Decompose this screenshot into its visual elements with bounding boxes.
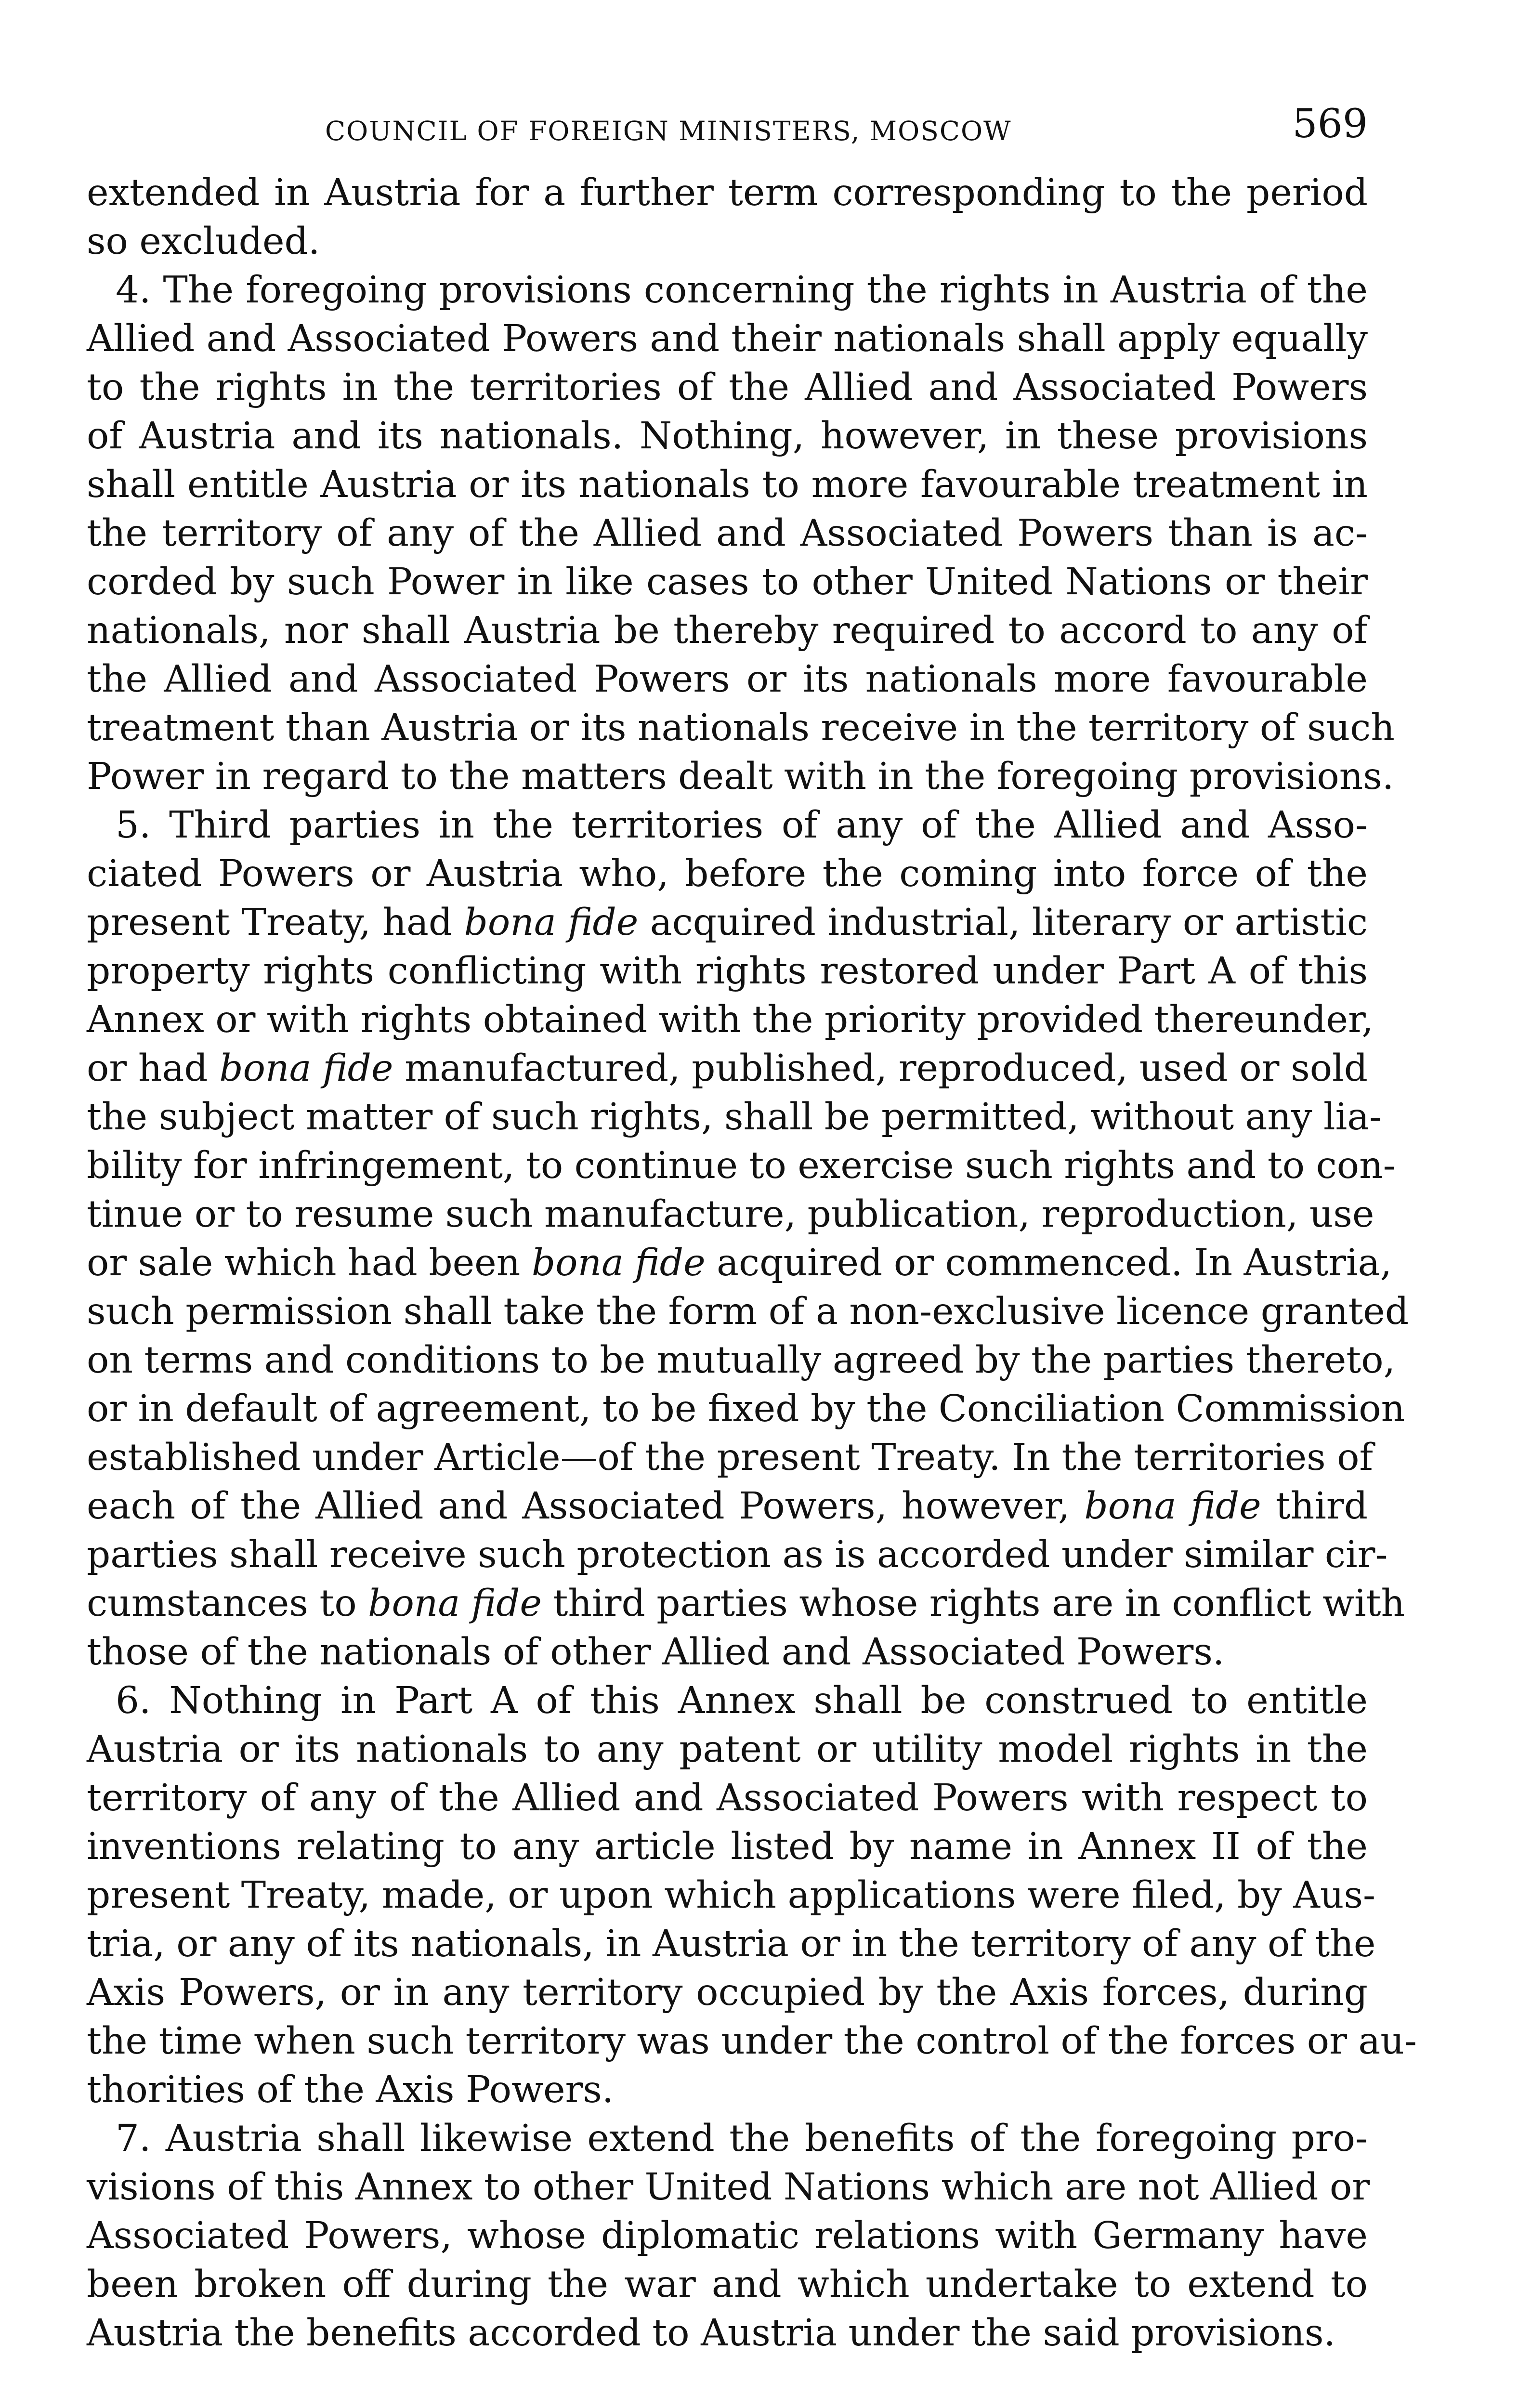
text-line: bility for infringement, to continue to exercise such rights and to con-	[87, 1144, 1396, 1187]
text-line: parties shall receive such protection as is accorded under similar cir-	[87, 1533, 1388, 1576]
text-line: territory of any of the Allied and Associated Powers with respect to	[87, 1777, 1368, 1819]
body-text	[87, 169, 1417, 2357]
text-line: property rights conflicting with rights restored under Part A of this	[87, 950, 1368, 993]
text-line: or had bona fide manufactured, published, reproduced, used or sold	[87, 1047, 1368, 1090]
text-line: of Austria and its nationals. Nothing, however, in these provisions	[87, 415, 1368, 458]
text-line: thorities of the Axis Powers.	[87, 2068, 614, 2111]
text-line: the time when such territory was under the control of the forces or au-	[87, 2020, 1417, 2063]
text-line: tria, or any of its nationals, in Austria or in the territory of any of the	[87, 1923, 1376, 1965]
text-line: shall entitle Austria or its nationals to more favourable treatment in	[87, 463, 1368, 506]
text-line: Austria or its nationals to any patent or utility model rights in the	[87, 1728, 1368, 1771]
paragraph-5	[87, 801, 1409, 1676]
paragraph-4	[87, 266, 1395, 801]
text-line: corded by such Power in like cases to other United Nations or their	[87, 561, 1368, 603]
text-line: cumstances to bona fide third parties whose rights are in conflict with	[87, 1582, 1405, 1625]
text-line: Power in regard to the matters dealt with in the foregoing provisions.	[87, 755, 1394, 798]
text-line: Axis Powers, or in any territory occupied by the Axis forces, during	[87, 1971, 1368, 2014]
paragraph-6	[87, 1676, 1417, 2114]
text-line: visions of this Annex to other United Nations which are not Allied or	[87, 2166, 1370, 2209]
text-line: 5. Third parties in the territories of any of the Allied and Asso-	[116, 804, 1368, 847]
running-title: COUNCIL OF FOREIGN MINISTERS, MOSCOW	[325, 116, 1012, 146]
text-line: nationals, nor shall Austria be thereby required to accord to any of	[87, 609, 1368, 652]
text-line: or in default of agreement, to be fixed by the Conciliation Commission	[87, 1387, 1405, 1430]
text-line: Annex or with rights obtained with the priority provided thereunder,	[87, 998, 1374, 1041]
text-line: present Treaty, made, or upon which applications were filed, by Aus-	[87, 1874, 1375, 1917]
document-page	[87, 96, 1417, 2357]
text-line: Associated Powers, whose diplomatic relations with Germany have	[87, 2214, 1368, 2257]
text-line: each of the Allied and Associated Powers, however, bona fide third	[87, 1485, 1368, 1528]
text-line: so excluded.	[87, 220, 320, 263]
text-line: or sale which had been bona fide acquired or commenced. In Austria,	[87, 1242, 1392, 1284]
text-line: those of the nationals of other Allied and Associated Powers.	[87, 1631, 1225, 1674]
text-line: the territory of any of the Allied and Associated Powers than is ac-	[87, 512, 1368, 555]
paragraph-continuation	[87, 169, 1368, 266]
text-line: on terms and conditions to be mutually agreed by the parties thereto,	[87, 1339, 1396, 1382]
text-line: tinue or to resume such manufacture, publication, reproduction, use	[87, 1193, 1374, 1236]
text-line: treatment than Austria or its nationals receive in the territory of such	[87, 707, 1395, 749]
page-header	[87, 96, 1368, 169]
text-line: inventions relating to any article listed by name in Annex II of the	[87, 1825, 1368, 1868]
paragraph-7	[87, 2114, 1368, 2357]
text-line: the Allied and Associated Powers or its nationals more favourable	[87, 658, 1368, 701]
text-line: ciated Powers or Austria who, before the coming into force of the	[87, 852, 1368, 895]
page-number: 569	[1292, 101, 1368, 147]
text-line: present Treaty, had bona fide acquired industrial, literary or artistic	[87, 901, 1368, 944]
text-line: the subject matter of such rights, shall be permitted, without any lia-	[87, 1096, 1382, 1139]
text-line: to the rights in the territories of the Allied and Associated Powers	[87, 366, 1368, 409]
text-line: been broken off during the war and which undertake to extend to	[87, 2263, 1368, 2306]
text-line: 4. The foregoing provisions concerning the rights in Austria of the	[116, 269, 1368, 312]
text-line: such permission shall take the form of a non-exclusive licence granted	[87, 1290, 1409, 1333]
text-line: 7. Austria shall likewise extend the benefits of the foregoing pro-	[116, 2117, 1368, 2160]
text-line: extended in Austria for a further term corresponding to the period	[87, 171, 1368, 214]
text-line: established under Article—of the present Treaty. In the territories of	[87, 1436, 1373, 1479]
text-line: 6. Nothing in Part A of this Annex shall be construed to entitle	[116, 1679, 1368, 1722]
text-line: Austria the benefits accorded to Austria under the said provisions.	[87, 2312, 1335, 2355]
text-line: Allied and Associated Powers and their nationals shall apply equally	[87, 317, 1368, 360]
